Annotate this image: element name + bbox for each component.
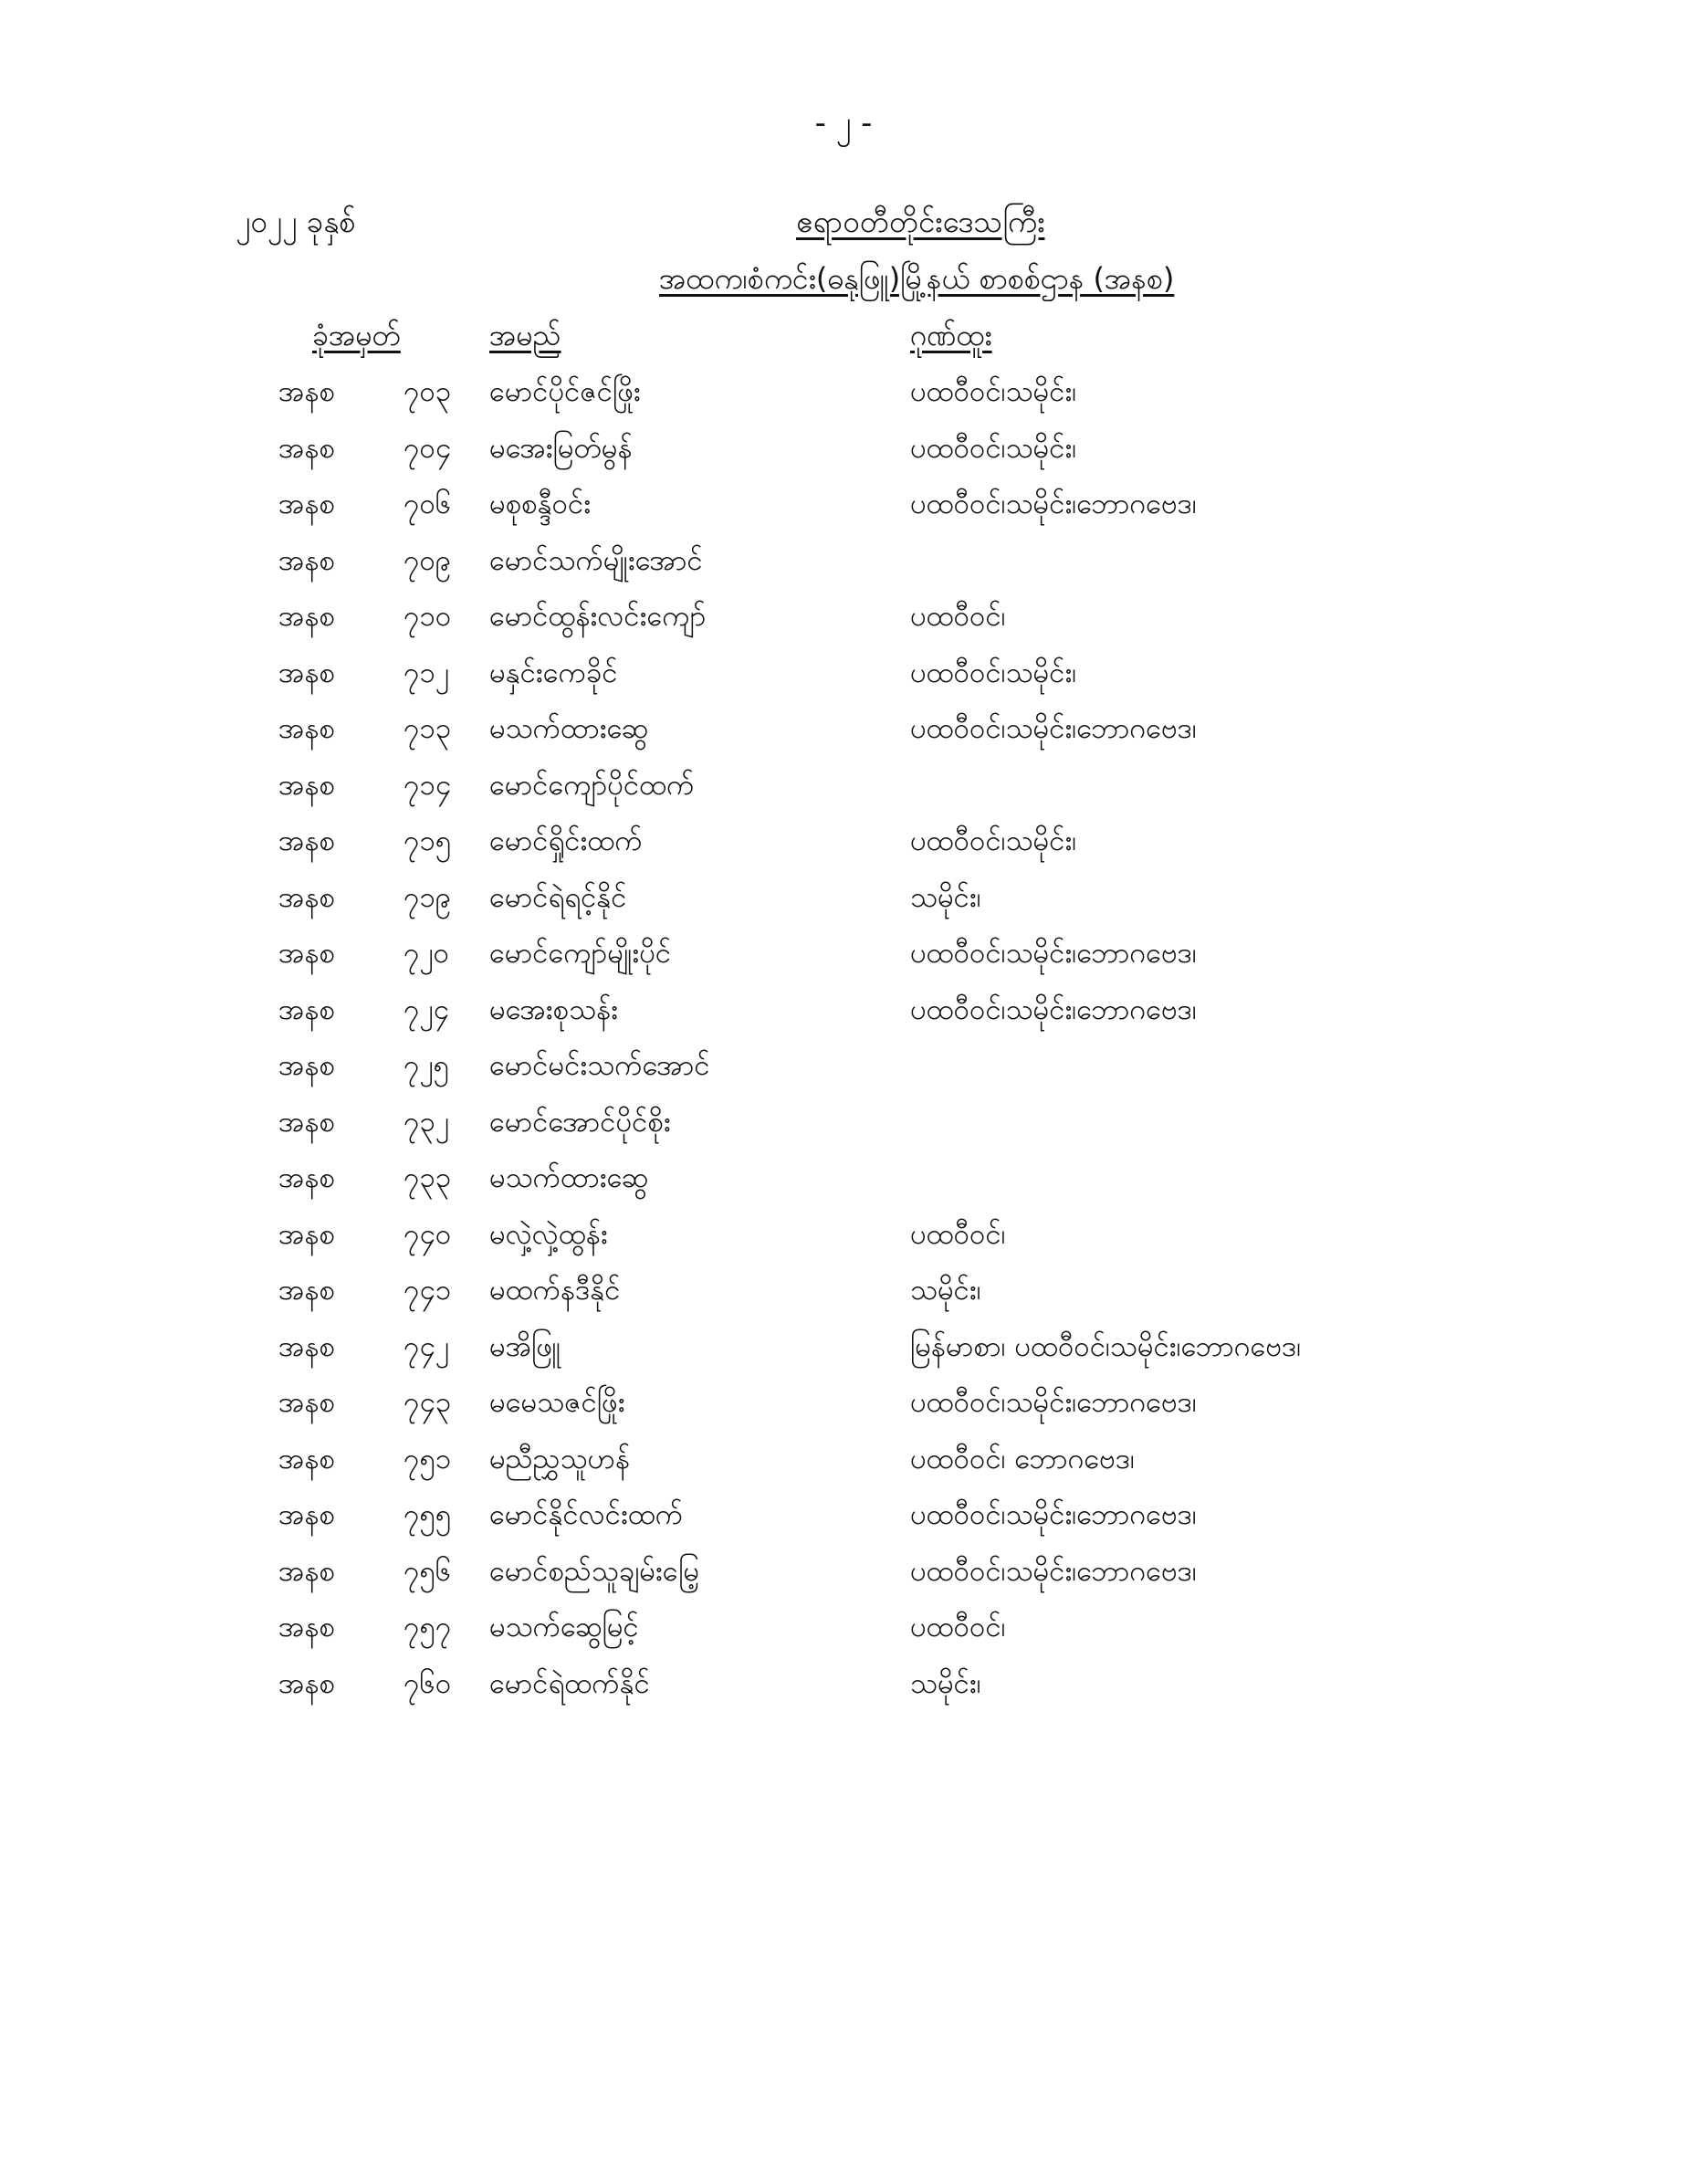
roll-prefix: အနစ	[278, 431, 335, 465]
distinctions: ပထဝီဝင်၊သမိုင်း၊	[910, 824, 1077, 857]
list-item	[0, 1272, 1687, 1328]
list-item	[0, 1328, 1687, 1385]
roll-number: ၇၄၁	[403, 1274, 452, 1307]
list-item	[0, 935, 1687, 992]
distinctions: ပထဝီဝင်၊သမိုင်း၊	[910, 656, 1077, 689]
student-name: မသက်ထားဆွေ	[489, 1161, 649, 1194]
region-title: ဧရာဝတီတိုင်းဒေသကြီး	[796, 204, 1045, 239]
student-name: မသက်ထားဆွေ	[489, 712, 649, 745]
roll-prefix: အနစ	[278, 1386, 335, 1419]
list-item	[0, 1609, 1687, 1665]
roll-number: ၇၄၃	[403, 1386, 452, 1419]
list-item	[0, 1216, 1687, 1273]
student-name: မောင်ပိုင်ဇင်ဖြိုး	[489, 375, 641, 408]
student-name: မောင်စည်သူချမ်းမြေ့	[489, 1554, 700, 1588]
distinctions: ပထဝီဝင်၊သမိုင်း၊	[910, 375, 1077, 408]
distinctions: သမိုင်း၊	[910, 1666, 981, 1700]
distinctions: သမိုင်း၊	[910, 1274, 981, 1307]
student-name: မမေသဇင်ဖြိုး	[489, 1386, 625, 1419]
roll-number: ၇၁၅	[403, 824, 452, 857]
student-name: မအေးမြတ်မွန်	[489, 431, 633, 465]
roll-number: ၇၅၁	[403, 1442, 452, 1475]
student-name: မနှင်းကေခိုင်	[489, 656, 618, 689]
student-name: မောင်ကျော်ပိုင်ထက်	[489, 768, 695, 802]
roll-prefix: အနစ	[278, 1274, 335, 1307]
roll-number: ၇၀၃	[403, 375, 452, 408]
roll-number: ၇၃၂	[403, 1105, 450, 1139]
list-item	[0, 1047, 1687, 1104]
list-item	[0, 1665, 1687, 1722]
list-item	[0, 1496, 1687, 1553]
list-item	[0, 598, 1687, 655]
roll-number: ၇၅၆	[403, 1554, 452, 1588]
student-name: မညီညွှသူဟန်	[489, 1442, 631, 1475]
roll-number: ၇၆၀	[403, 1666, 452, 1700]
results-list	[0, 373, 1687, 1721]
list-item	[0, 1384, 1687, 1441]
student-name: မအေးစုသန်း	[489, 992, 618, 1026]
roll-number: ၇၀၆	[403, 488, 452, 520]
student-name: မောင်ကျော်မျိုးပိုင်	[489, 937, 672, 970]
list-item	[0, 373, 1687, 430]
student-name: မလှဲ့လှဲ့ထွန်း	[489, 1217, 608, 1251]
list-item	[0, 1441, 1687, 1497]
student-name: မအိဖြူ	[489, 1329, 561, 1363]
roll-prefix: အနစ	[278, 992, 335, 1026]
roll-number: ၇၁၃	[403, 712, 452, 745]
distinctions: ပထဝီဝင်၊သမိုင်း၊ဘောဂဗေဒ၊	[910, 1386, 1197, 1419]
distinctions: ပထဝီဝင်၊သမိုင်း၊ဘောဂဗေဒ၊	[910, 488, 1197, 520]
student-name: မောင်ရဲရင့်နိုင်	[489, 880, 627, 914]
distinctions: ပထဝီဝင်၊သမိုင်း၊ဘောဂဗေဒ၊	[910, 1498, 1197, 1531]
column-header-distinctions: ဂုဏ်ထူး	[910, 318, 992, 352]
list-item	[0, 823, 1687, 879]
distinctions: ပထဝီဝင်၊	[910, 1611, 1006, 1643]
list-item	[0, 710, 1687, 767]
roll-prefix: အနစ	[278, 824, 335, 857]
column-header-name: အမည်	[489, 318, 561, 352]
exam-year: ၂၀၂၂ ခုနှစ်	[236, 204, 356, 239]
roll-prefix: အနစ	[278, 1161, 335, 1194]
roll-prefix: အနစ	[278, 488, 335, 520]
distinctions: ပထဝီဝင်၊သမိုင်း၊ဘောဂဗေဒ၊	[910, 992, 1197, 1026]
roll-prefix: အနစ	[278, 600, 335, 633]
distinctions: ပထဝီဝင်၊	[910, 600, 1006, 633]
roll-number: ၇၁၉	[403, 880, 452, 914]
roll-number: ၇၂၅	[403, 1049, 450, 1082]
list-item	[0, 655, 1687, 711]
student-name: မထက်နဒီနိုင်	[489, 1274, 621, 1307]
distinctions: ပထဝီဝင်၊ ဘောဂဗေဒ၊	[910, 1442, 1135, 1475]
student-name: မောင်ရှိုင်းထက်	[489, 824, 643, 857]
exam-center-title: အထက၊စံကင်း(ဓနုဖြူ)မြို့နယ် စာစစ်ဌာန (အနစ)	[659, 261, 1175, 296]
roll-number: ၇၄၀	[403, 1217, 452, 1251]
list-item	[0, 542, 1687, 599]
roll-number: ၇၁၄	[403, 768, 452, 802]
roll-number: ၇၂၀	[403, 937, 450, 970]
student-name: မောင်သက်မျိုးအောင်	[489, 543, 703, 577]
roll-number: ၇၁၀	[403, 600, 452, 633]
list-item	[0, 767, 1687, 824]
roll-number: ၇၀၉	[403, 543, 452, 577]
roll-number: ၇၄၂	[403, 1329, 450, 1363]
roll-number: ၇၁၂	[403, 656, 450, 689]
roll-prefix: အနစ	[278, 712, 335, 745]
list-item	[0, 1104, 1687, 1160]
roll-prefix: အနစ	[278, 1442, 335, 1475]
list-item	[0, 486, 1687, 542]
list-item	[0, 1160, 1687, 1216]
roll-prefix: အနစ	[278, 1329, 335, 1363]
student-name: မောင်ထွန်းလင်းကျော်	[489, 600, 707, 633]
distinctions: ပထဝီဝင်၊	[910, 1217, 1006, 1251]
roll-number: ၇၅၅	[403, 1498, 452, 1531]
roll-prefix: အနစ	[278, 1498, 335, 1531]
student-name: မောင်အောင်ပိုင်စိုး	[489, 1105, 671, 1139]
roll-number: ၇၀၄	[403, 431, 452, 465]
roll-prefix: အနစ	[278, 880, 335, 914]
distinctions: ပထဝီဝင်၊သမိုင်း၊ဘောဂဗေဒ၊	[910, 1554, 1197, 1588]
list-item	[0, 1553, 1687, 1610]
roll-prefix: အနစ	[278, 1105, 335, 1139]
distinctions: မြန်မာစာ၊ ပထဝီဝင်၊သမိုင်း၊ဘောဂဗေဒ၊	[910, 1329, 1302, 1363]
roll-prefix: အနစ	[278, 656, 335, 689]
student-name: မောင်ရဲထက်နိုင်	[489, 1666, 650, 1700]
roll-number: ၇၅၇	[403, 1611, 452, 1643]
roll-prefix: အနစ	[278, 543, 335, 577]
student-name: မသက်ဆွေမြင့်	[489, 1611, 639, 1643]
roll-prefix: အနစ	[278, 1666, 335, 1700]
roll-number: ၇၃၃	[403, 1161, 452, 1194]
student-name: မောင်နိုင်လင်းထက်	[489, 1498, 684, 1531]
list-item	[0, 430, 1687, 487]
student-name: မောင်မင်းသက်အောင်	[489, 1049, 710, 1082]
roll-prefix: အနစ	[278, 1554, 335, 1588]
roll-prefix: အနစ	[278, 937, 335, 970]
distinctions: ပထဝီဝင်၊သမိုင်း၊ဘောဂဗေဒ၊	[910, 937, 1197, 970]
roll-prefix: အနစ	[278, 1049, 335, 1082]
column-header-roll-no: ခုံအမှတ်	[312, 318, 401, 352]
roll-prefix: အနစ	[278, 1217, 335, 1251]
distinctions: သမိုင်း၊	[910, 880, 981, 914]
list-item	[0, 992, 1687, 1048]
roll-prefix: အနစ	[278, 1611, 335, 1643]
distinctions: ပထဝီဝင်၊သမိုင်း၊	[910, 431, 1077, 465]
roll-number: ၇၂၄	[403, 992, 450, 1026]
list-item	[0, 879, 1687, 936]
roll-prefix: အနစ	[278, 768, 335, 802]
page-number: - ၂ -	[814, 105, 873, 142]
roll-prefix: အနစ	[278, 375, 335, 408]
student-name: မစုစန္ဒီဝင်း	[489, 488, 592, 520]
distinctions: ပထဝီဝင်၊သမိုင်း၊ဘောဂဗေဒ၊	[910, 712, 1197, 745]
